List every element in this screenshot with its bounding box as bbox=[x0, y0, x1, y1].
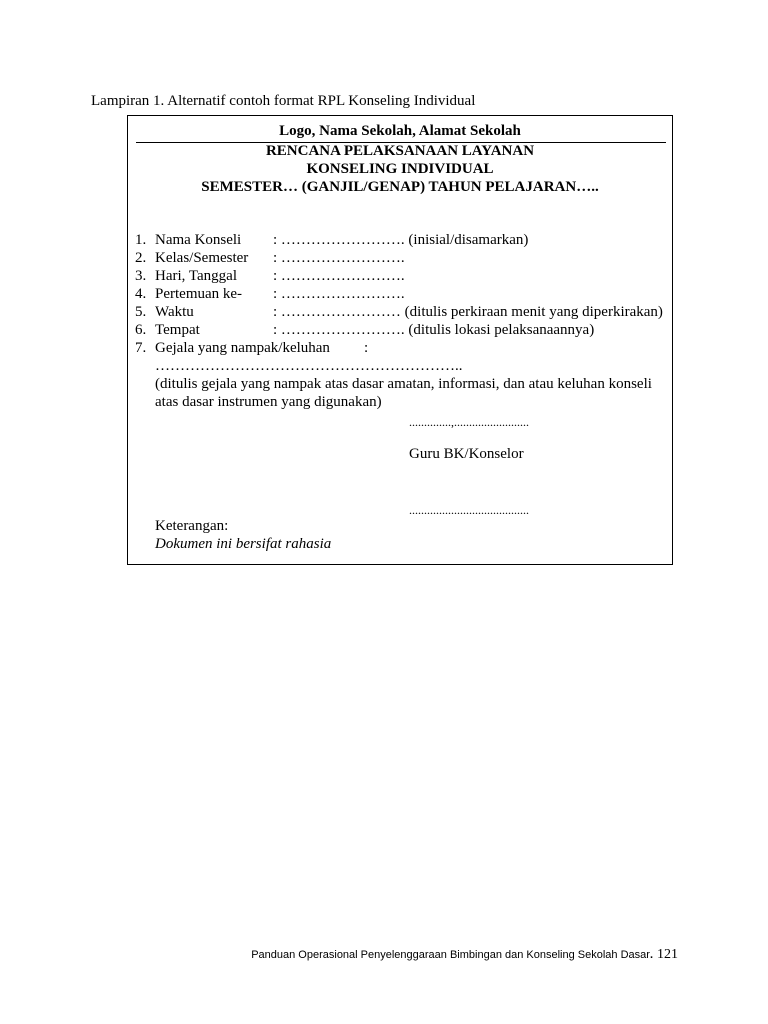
field-label-hari-tanggal: Hari, Tanggal bbox=[155, 268, 237, 284]
form-title-line-3: SEMESTER… (GANJIL/GENAP) TAHUN PELAJARAN….. bbox=[201, 179, 599, 195]
field-number: 2. bbox=[135, 250, 147, 266]
field-label-gejala: Gejala yang nampak/keluhan bbox=[155, 340, 330, 356]
page-footer bbox=[0, 945, 678, 963]
form-title-line-2: KONSELING INDIVIDUAL bbox=[306, 161, 494, 177]
field-label-pertemuan: Pertemuan ke- bbox=[155, 286, 243, 302]
gejala-note-line-1: (ditulis gejala yang nampak atas dasar amatan, informasi, dan atau keluhan konseli bbox=[155, 376, 652, 392]
rpl-form-box bbox=[127, 115, 673, 565]
field-number: 6. bbox=[135, 322, 147, 338]
signature-name-dots: ........................................ bbox=[409, 503, 529, 517]
gejala-note-line-2: atas dasar instrumen yang digunakan) bbox=[155, 394, 382, 410]
field-label-waktu: Waktu bbox=[155, 304, 194, 320]
field-value-pertemuan: : ……………………. bbox=[273, 286, 405, 302]
form-title-line-1: RENCANA PELAKSANAAN LAYANAN bbox=[265, 143, 535, 159]
gejala-dots: …………………………………………………….. bbox=[155, 358, 463, 374]
signature-date-dots: ..............,......................... bbox=[409, 415, 529, 429]
field-number: 7. bbox=[135, 340, 147, 356]
field-colon-gejala: : bbox=[364, 340, 369, 356]
field-label-kelas-semester: Kelas/Semester bbox=[155, 250, 249, 266]
field-value-kelas-semester: : ……………………. bbox=[273, 250, 405, 266]
footer-dot: . bbox=[649, 949, 653, 961]
field-label-nama-konseli: Nama Konseli bbox=[155, 232, 242, 248]
field-number: 1. bbox=[135, 232, 147, 248]
field-number: 3. bbox=[135, 268, 147, 284]
field-number: 5. bbox=[135, 304, 147, 320]
field-value-nama-konseli: : ……………………. (inisial/disamarkan) bbox=[273, 232, 529, 248]
keterangan-text: Dokumen ini bersifat rahasia bbox=[155, 536, 332, 552]
signature-role: Guru BK/Konselor bbox=[409, 446, 524, 462]
field-value-tempat: : ……………………. (ditulis lokasi pelaksanaannya) bbox=[273, 322, 595, 338]
footer-text: Panduan Operasional Penyelenggaraan Bimbingan dan Konseling Sekolah Dasar bbox=[251, 949, 650, 961]
field-number: 4. bbox=[135, 286, 147, 302]
appendix-caption: Lampiran 1. Alternatif contoh format RPL Konseling Individual bbox=[91, 93, 476, 109]
keterangan-label: Keterangan: bbox=[155, 518, 229, 534]
form-header: Logo, Nama Sekolah, Alamat Sekolah bbox=[279, 123, 521, 139]
field-value-hari-tanggal: : ……………………. bbox=[273, 268, 405, 284]
page-number: 121 bbox=[657, 947, 678, 962]
field-label-tempat: Tempat bbox=[155, 322, 200, 338]
field-value-waktu: : …………………… (ditulis perkiraan menit yang diperkirakan) bbox=[273, 304, 663, 320]
